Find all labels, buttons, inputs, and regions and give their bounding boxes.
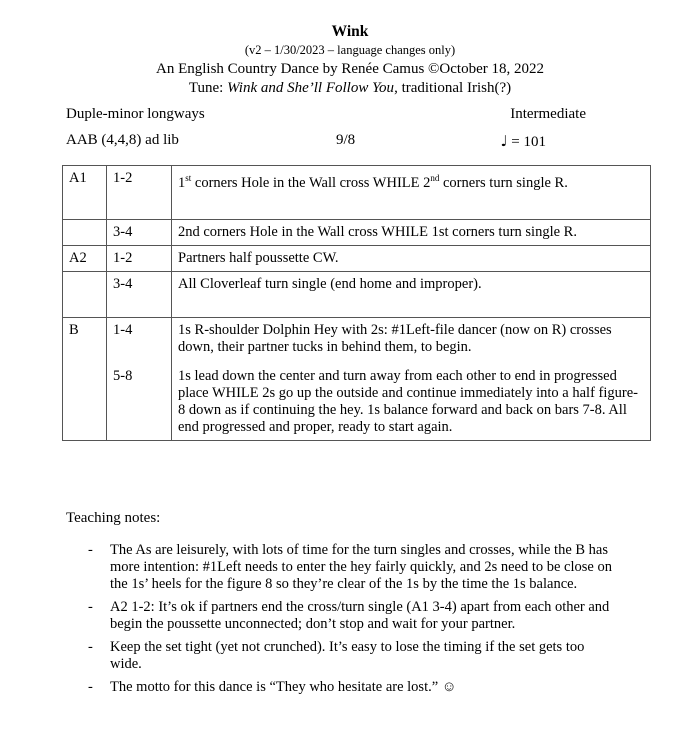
figure-cell: [172, 166, 651, 220]
structure: AAB (4,4,8) ad lib: [66, 132, 179, 148]
tune-suffix: , traditional Irish(?): [394, 80, 512, 96]
part-cell: A1: [63, 166, 107, 220]
document-header: [0, 22, 700, 98]
byline: An English Country Dance by Renée Camus ©October 18, 2022: [156, 61, 544, 77]
figure-text: 1s lead down the center and turn away from each other to end in progressed place WHILE 2s go up the outside and continue immediately into a half figure-8 down as if continuing the hey. 1s balance forward and back on bars 7-8. All end progressed and proper, ready to start again.: [178, 368, 638, 435]
bars-label: 5-8: [113, 368, 133, 384]
bars-label: 1-4: [113, 322, 133, 338]
dance-table: [62, 165, 651, 441]
teaching-notes-list: [88, 542, 618, 702]
figure-text: 1s R-shoulder Dolphin Hey with 2s: #1Left-file dancer (now on R) crosses down, their partner tucks in behind them, to begin.: [178, 322, 612, 355]
figure-cell: 2nd corners Hole in the Wall cross WHILE 1st corners turn single R.: [172, 220, 651, 246]
level: Intermediate: [510, 106, 586, 122]
part-cell: A2: [63, 246, 107, 272]
teaching-notes-title: Teaching notes:: [66, 510, 161, 526]
table-row: [63, 166, 651, 220]
tempo-value: = 101: [511, 134, 546, 150]
figure-cell: Partners half poussette CW.: [172, 246, 651, 272]
version-note: (v2 – 1/30/2023 – language changes only): [244, 43, 456, 57]
tune-line: [0, 79, 700, 98]
part-cell: [63, 272, 107, 318]
bars-cell: 3-4: [107, 272, 172, 318]
bars-cell: 1-2: [107, 246, 172, 272]
part-cell: B: [63, 318, 107, 441]
bars-cell: 3-4: [107, 220, 172, 246]
bars-cell: 1-2: [107, 166, 172, 220]
tempo: [500, 132, 546, 151]
dance-title: Wink: [331, 23, 369, 40]
quarter-note-icon: ♩: [500, 132, 508, 150]
bars-cell: [107, 318, 172, 441]
formation: Duple-minor longways: [66, 106, 205, 122]
figure-text: corners turn single R.: [439, 174, 568, 191]
tune-prefix: Tune:: [188, 80, 228, 96]
table-row: [63, 318, 651, 441]
figure-cell: All Cloverleaf turn single (end home and improper).: [172, 272, 651, 318]
time-signature: 9/8: [336, 132, 356, 148]
meta-row-formation: [66, 106, 586, 123]
figure-text: corners Hole in the Wall cross WHILE 2: [191, 174, 431, 191]
table-row: [63, 220, 651, 246]
list-item: - The motto for this dance is “They who hesitate are lost.” ☺: [88, 679, 618, 696]
table-row: [63, 272, 651, 318]
table-row: [63, 246, 651, 272]
part-cell: [63, 220, 107, 246]
superscript: nd: [430, 173, 440, 183]
list-item: - A2 1-2: It’s ok if partners end the cross/turn single (A1 3-4) apart from each other and begin the poussette unconnected; don’t stop and wait for your partner.: [88, 599, 618, 633]
figure-cell: [172, 318, 651, 441]
list-item: - Keep the set tight (yet not crunched). It’s easy to lose the timing if the set gets too wide.: [88, 639, 618, 673]
superscript: st: [185, 173, 192, 183]
tune-name: Wink and She’ll Follow You: [227, 80, 395, 96]
list-item: - The As are leisurely, with lots of time for the turn singles and crosses, while the B has more intention: #1Left needs to enter the hey fairly quickly, and 2s need to be close on the 1s’ heels for the figure 8 so they’re clear of the 1s by the time the 1s balance.: [88, 542, 618, 593]
meta-row-structure: [66, 132, 586, 149]
figure-text: 1: [178, 174, 186, 191]
